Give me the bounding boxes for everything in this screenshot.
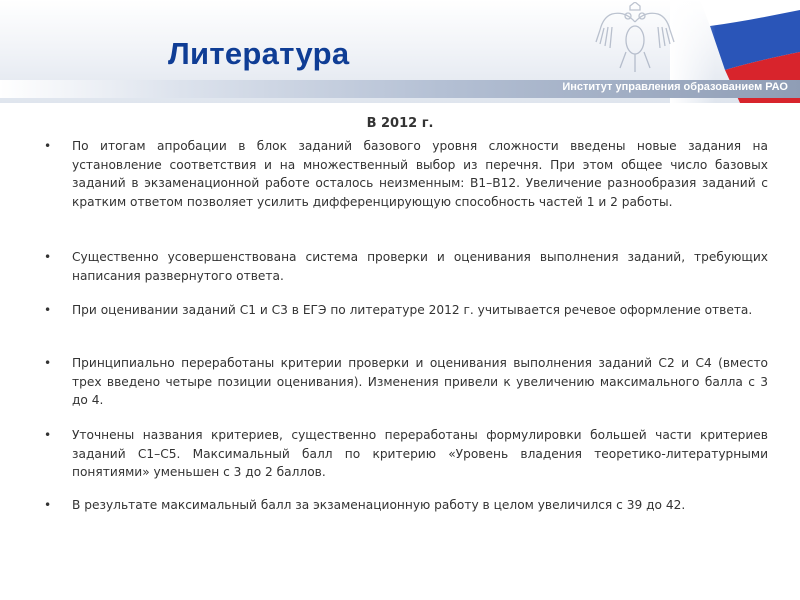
bullet-item: • Принципиально переработаны критерии проверки и оценивания выполнения заданий С2 и С4 (вместо трех введено четыре позиции оценивания). Изменения привели к увеличению максимального балла с 3 до 4. [72,354,768,410]
bullet-item: • Существенно усовершенствована система проверки и оценивания выполнения заданий, требующих написания развернутого ответа. [72,248,768,285]
bullet-item: • Уточнены названия критериев, существенно переработаны формулировки большей части критериев заданий С1–С5. Максимальный балл по критерию «Уровень владения теоретико-литературными понятиями» уменьшен с 3 до 2 баллов. [72,426,768,482]
institute-name: Институт управления образованием РАО [562,81,788,93]
slide-header [0,0,800,103]
bullet-item: • При оценивании заданий С1 и С3 в ЕГЭ по литературе 2012 г. учитывается речевое оформление ответа. [72,301,768,320]
bullet-item: • В результате максимальный балл за экзаменационную работу в целом увеличился с 39 до 42. [72,496,768,515]
slide-title: Литература [168,36,350,71]
bullet-item: • По итогам апробации в блок заданий базового уровня сложности введены новые задания на установление соответствия и на множественный выбор из перечня. При этом общее число базовых заданий в экзаменационной работе осталось неизменным: В1–В12. Увеличение разнообразия заданий с кратким ответом позволяет усилить дифференцирующую способность частей 1 и 2 работы. [72,137,768,211]
year-subheading: В 2012 г. [366,116,434,131]
eagle-emblem-icon [590,2,680,78]
